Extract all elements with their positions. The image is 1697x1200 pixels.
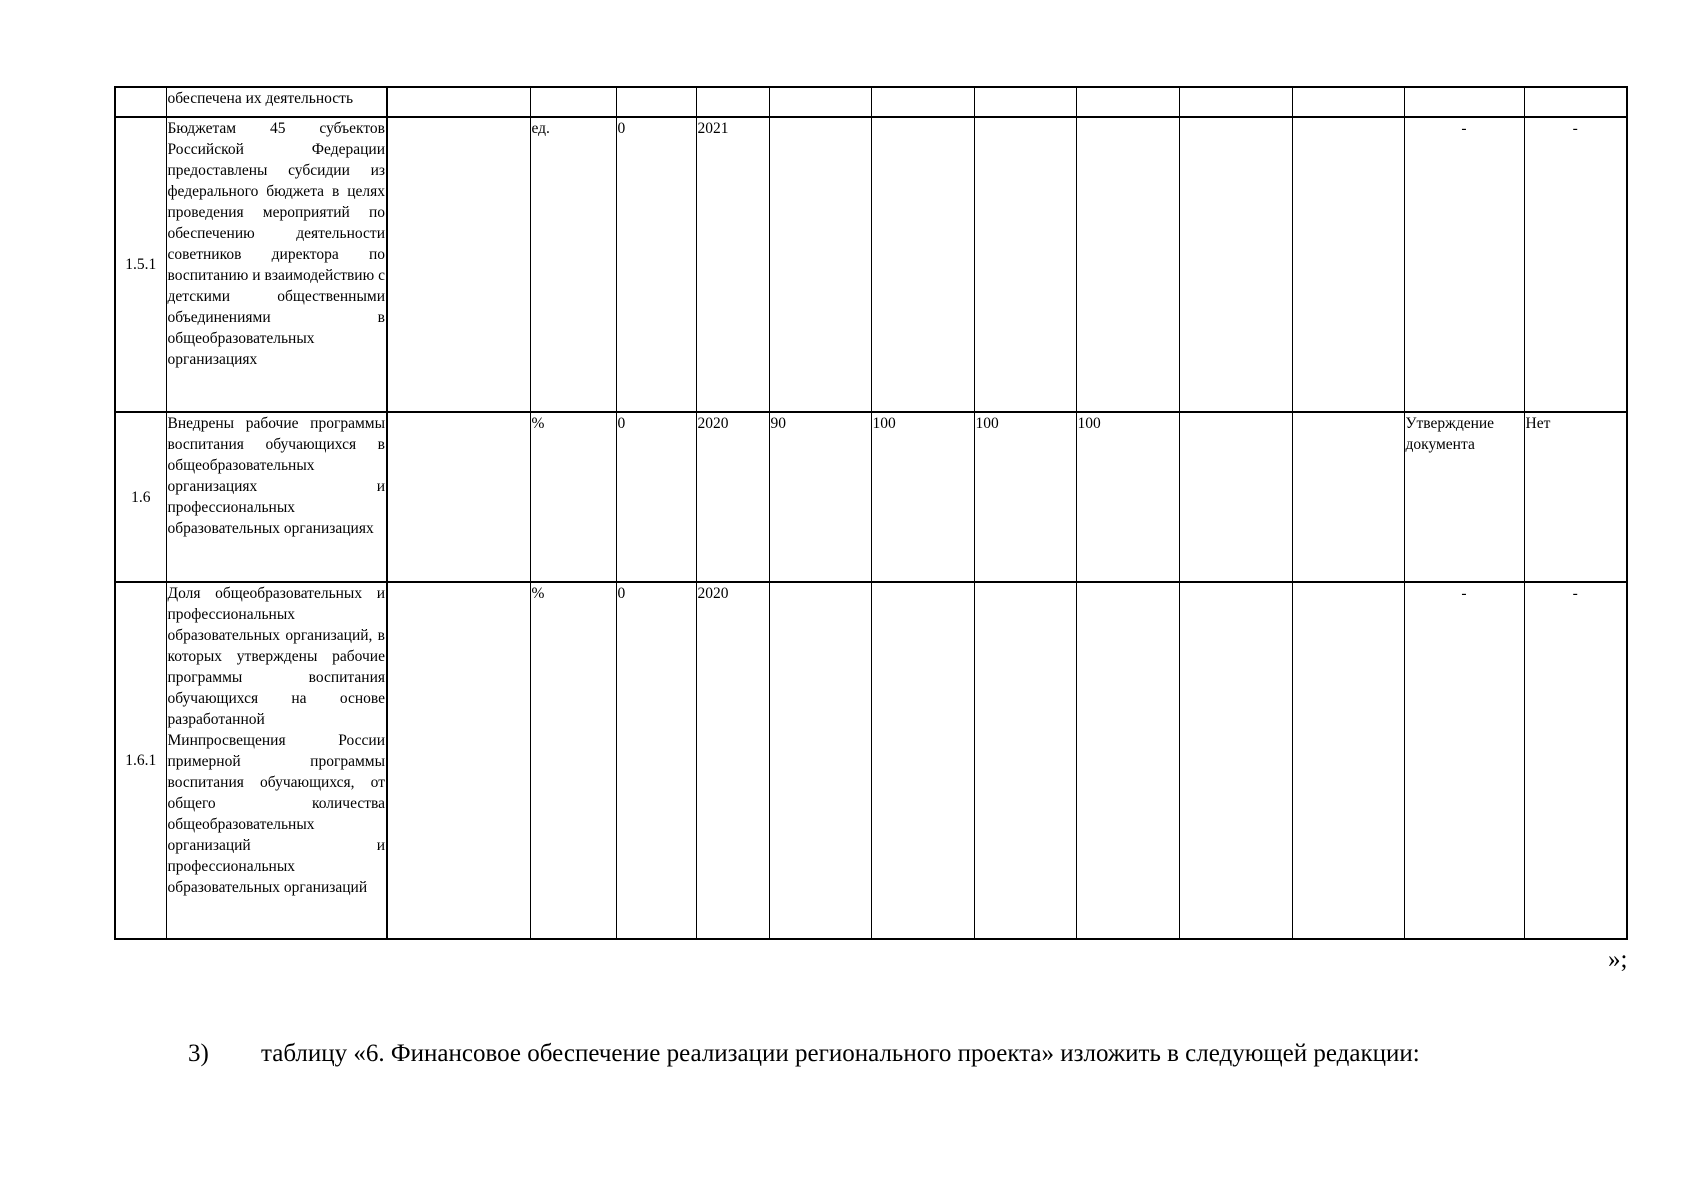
value-cell-3 [974, 582, 1076, 939]
row-description: Внедрены рабочие программы воспитания обучающихся в общеобразовательных организациях и профессиональных образовательных организациях [166, 412, 387, 582]
paragraph-text: таблицу «6. Финансовое обеспечение реализации регионального проекта» изложить в следующей редакции: [261, 1040, 1420, 1067]
value-cell-6 [1292, 582, 1404, 939]
value-cell-2 [871, 582, 974, 939]
decomposition-cell: - [1524, 582, 1627, 939]
row-description: обеспечена их деятельность [166, 87, 387, 117]
table-row [115, 87, 1627, 117]
empty-cell [387, 117, 530, 412]
unit-cell: ед. [530, 117, 616, 412]
decomposition-cell: - [1524, 117, 1627, 412]
decomposition-cell: Нет [1524, 412, 1627, 582]
decomposition-cell [1524, 87, 1627, 117]
value-cell-5 [1179, 117, 1292, 412]
value-cell-5 [1179, 412, 1292, 582]
empty-cell [387, 87, 530, 117]
document-type-cell: - [1404, 117, 1524, 412]
value-cell-1 [769, 117, 871, 412]
value-cell-4: 100 [1076, 412, 1179, 582]
value-cell-4 [1076, 87, 1179, 117]
base-value-cell: 0 [616, 412, 696, 582]
base-value-cell [616, 87, 696, 117]
row-description: Бюджетам 45 субъектов Российской Федерации предоставлены субсидии из федерального бюджета в целях проведения мероприятий по обеспечению деятельности советников директора по воспитанию и взаимодействию с детскими общественными объединениями в общеобразовательных организациях [166, 117, 387, 412]
table-row [115, 117, 1627, 412]
table-row [115, 412, 1627, 582]
unit-cell: % [530, 412, 616, 582]
value-cell-4 [1076, 582, 1179, 939]
value-cell-5 [1179, 582, 1292, 939]
row-number: 1.6.1 [115, 582, 166, 939]
value-cell-1: 90 [769, 412, 871, 582]
empty-cell [387, 412, 530, 582]
empty-cell [387, 582, 530, 939]
value-cell-2 [871, 87, 974, 117]
paragraph-number: 3) [188, 1040, 209, 1067]
value-cell-3: 100 [974, 412, 1076, 582]
indicator-table [114, 86, 1628, 940]
value-cell-6 [1292, 117, 1404, 412]
document-type-cell: Утверждение документа [1404, 412, 1524, 582]
table-row [115, 582, 1627, 939]
document-type-cell [1404, 87, 1524, 117]
unit-cell [530, 87, 616, 117]
value-cell-1 [769, 582, 871, 939]
base-year-cell: 2021 [696, 117, 769, 412]
value-cell-6 [1292, 412, 1404, 582]
value-cell-3 [974, 117, 1076, 412]
base-year-cell: 2020 [696, 582, 769, 939]
value-cell-1 [769, 87, 871, 117]
base-year-cell [696, 87, 769, 117]
value-cell-2: 100 [871, 412, 974, 582]
value-cell-6 [1292, 87, 1404, 117]
closing-quote: »; [1608, 946, 1628, 973]
row-number [115, 87, 166, 117]
value-cell-2 [871, 117, 974, 412]
row-number: 1.5.1 [115, 117, 166, 412]
row-description: Доля общеобразовательных и профессиональных образовательных организаций, в которых утверждены рабочие программы воспитания обучающихся на основе разработанной Минпросвещения России примерной программы воспитания обучающихся, от общего количества общеобразовательных организаций и профессиональных образовательных организаций [166, 582, 387, 939]
base-year-cell: 2020 [696, 412, 769, 582]
base-value-cell: 0 [616, 582, 696, 939]
row-number: 1.6 [115, 412, 166, 582]
value-cell-4 [1076, 117, 1179, 412]
unit-cell: % [530, 582, 616, 939]
base-value-cell: 0 [616, 117, 696, 412]
value-cell-5 [1179, 87, 1292, 117]
document-type-cell: - [1404, 582, 1524, 939]
value-cell-3 [974, 87, 1076, 117]
